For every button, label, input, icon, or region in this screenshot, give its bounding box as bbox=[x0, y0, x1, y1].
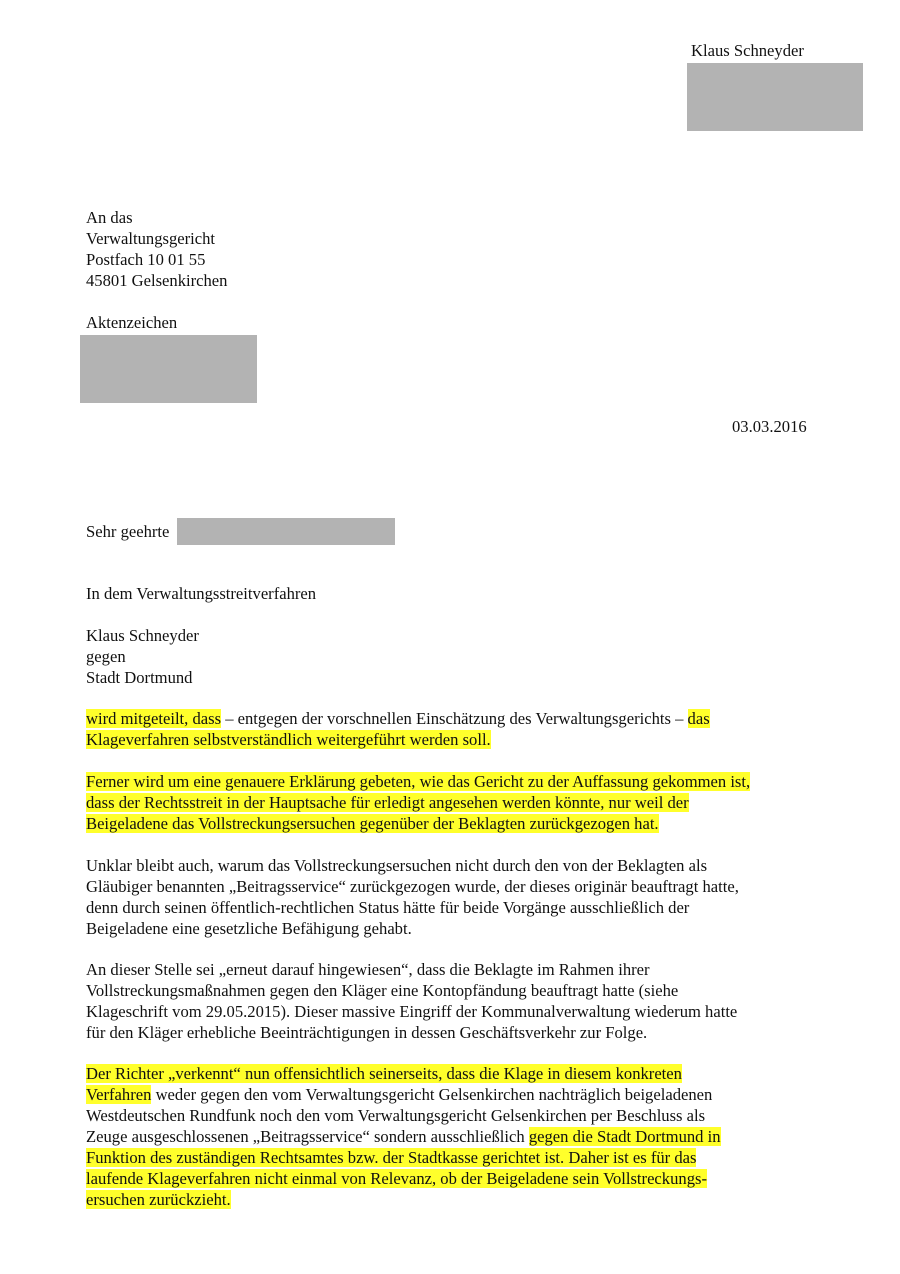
recipient-line: 45801 Gelsenkirchen bbox=[86, 271, 228, 290]
paragraph-line: Klageschrift vom 29.05.2015). Dieser massive Eingriff der Kommunalverwaltung wiederum hatte bbox=[86, 1002, 738, 1021]
paragraph-1 bbox=[86, 708, 826, 750]
text-span: weder gegen den vom Verwaltungsgericht Gelsenkirchen nachträglich beigeladenen bbox=[151, 1085, 713, 1104]
highlight: Ferner wird um eine genauere Erklärung gebeten, wie das Gericht zu der Auffassung gekommen ist, bbox=[86, 772, 751, 791]
case-defendant: Stadt Dortmund bbox=[86, 668, 193, 687]
paragraph-5 bbox=[86, 1063, 826, 1210]
paragraph-2 bbox=[86, 771, 826, 834]
paragraph-line: denn durch seinen öffentlich-rechtlichen Status hätte für beide Vorgänge ausschließlich der bbox=[86, 898, 690, 917]
reference-redaction bbox=[80, 335, 257, 403]
paragraph-line bbox=[86, 1168, 826, 1189]
paragraph-line bbox=[86, 792, 826, 813]
highlight: Der Richter „verkennt“ nun offensichtlich seinerseits, dass die Klage in diesem konkreten bbox=[86, 1064, 682, 1083]
paragraph-line bbox=[86, 1126, 826, 1147]
paragraph-line bbox=[86, 1189, 826, 1210]
case-plaintiff: Klaus Schneyder bbox=[86, 626, 199, 645]
paragraph-line: Gläubiger benannten „Beitragsservice“ zurückgezogen wurde, der dieses originär beauftragt hatte, bbox=[86, 877, 739, 896]
text-span: – entgegen der vorschnellen Einschätzung des Verwaltungsgerichts – bbox=[221, 709, 688, 728]
highlight: Funktion des zuständigen Rechtsamtes bzw. der Stadtkasse gerichtet ist. Daher ist es für das bbox=[86, 1148, 697, 1167]
salutation-redaction bbox=[177, 518, 395, 545]
paragraph-line bbox=[86, 708, 826, 729]
paragraph-line: Beigeladene eine gesetzliche Befähigung gehabt. bbox=[86, 919, 412, 938]
sender-name: Klaus Schneyder bbox=[691, 41, 804, 60]
case-versus: gegen bbox=[86, 647, 126, 666]
paragraph-line: Vollstreckungsmaßnahmen gegen den Kläger eine Kontopfändung beauftragt hatte (siehe bbox=[86, 981, 679, 1000]
highlight: Verfahren bbox=[86, 1085, 152, 1104]
highlight: laufende Klageverfahren nicht einmal von Relevanz, ob der Beigeladene sein Vollstreckungs- bbox=[86, 1169, 707, 1188]
recipient-line: An das bbox=[86, 208, 133, 227]
highlight: dass der Rechtsstreit in der Hauptsache für erledigt angesehen werden könnte, nur weil der bbox=[86, 793, 689, 812]
recipient-line: Verwaltungsgericht bbox=[86, 229, 216, 248]
paragraph-line: Unklar bleibt auch, warum das Vollstreckungsersuchen nicht durch den von der Beklagten als bbox=[86, 856, 708, 875]
paragraph-line bbox=[86, 1084, 826, 1105]
highlight: das bbox=[687, 709, 710, 728]
reference-label: Aktenzeichen bbox=[86, 313, 178, 332]
highlight: Beigeladene das Vollstreckungsersuchen gegenüber der Beklagten zurückgezogen hat. bbox=[86, 814, 659, 833]
paragraph-line: Westdeutschen Rundfunk noch den vom Verwaltungsgericht Gelsenkirchen per Beschluss als bbox=[86, 1106, 706, 1125]
highlight: gegen die Stadt Dortmund in bbox=[528, 1127, 721, 1146]
paragraph-line bbox=[86, 1063, 826, 1084]
paragraph-line bbox=[86, 813, 826, 834]
salutation: Sehr geehrte bbox=[86, 522, 170, 541]
text-span: Zeuge ausgeschlossenen „Beitragsservice“ sondern ausschließlich bbox=[86, 1127, 529, 1146]
highlight: Klageverfahren selbstverständlich weitergeführt werden soll. bbox=[86, 730, 491, 749]
recipient-line: Postfach 10 01 55 bbox=[86, 250, 206, 269]
letter-date: 03.03.2016 bbox=[732, 417, 807, 436]
paragraph-line bbox=[86, 771, 826, 792]
case-intro: In dem Verwaltungsstreitverfahren bbox=[86, 584, 317, 603]
paragraph-line bbox=[86, 729, 826, 750]
highlight: ersuchen zurückzieht. bbox=[86, 1190, 231, 1209]
paragraph-4 bbox=[86, 959, 826, 1043]
sender-address-redaction bbox=[687, 63, 863, 131]
paragraph-3 bbox=[86, 855, 826, 939]
paragraph-line: für den Kläger erhebliche Beeinträchtigungen in dessen Geschäftsverkehr zur Folge. bbox=[86, 1023, 648, 1042]
highlight: wird mitgeteilt, dass bbox=[86, 709, 222, 728]
paragraph-line bbox=[86, 1147, 826, 1168]
paragraph-line: An dieser Stelle sei „erneut darauf hingewiesen“, dass die Beklagte im Rahmen ihrer bbox=[86, 960, 650, 979]
